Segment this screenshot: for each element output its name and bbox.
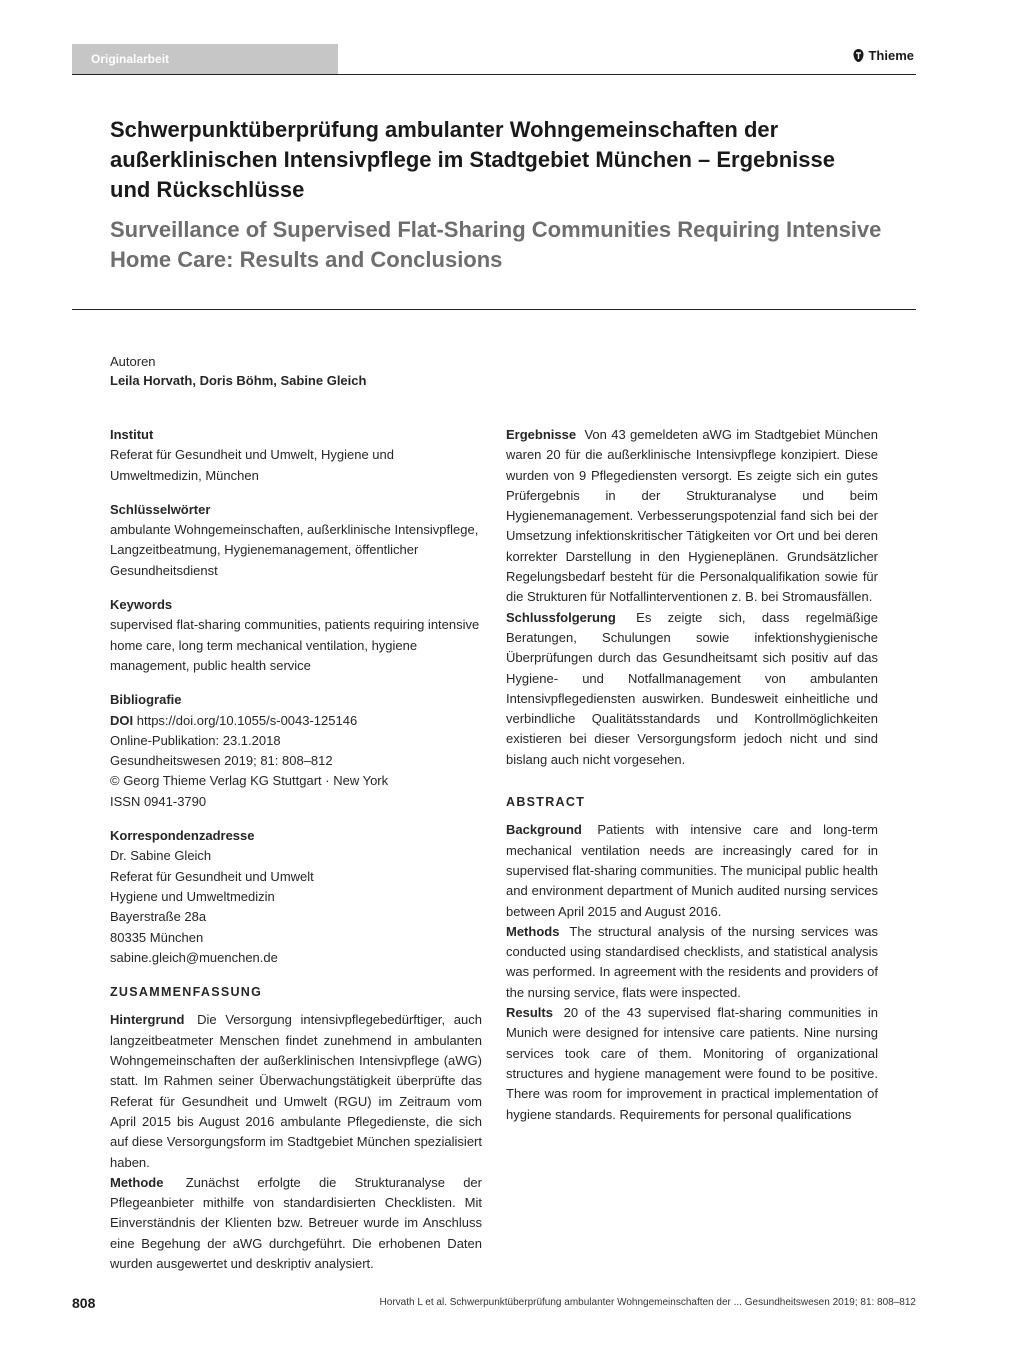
online-publication: Online-Publikation: 23.1.2018 [110, 732, 281, 748]
title-english: Surveillance of Supervised Flat-Sharing Communities Requiring Intensive Home Care: Results and Conclusions [110, 217, 882, 272]
ergebnisse-text: Von 43 gemeldeten aWG im Stadtgebiet München waren 20 für die außerklinische Intensivpflege konzipiert. Diese wurden von 9 Pflegediensten versorgt. Es zeigte sich ein gutes Prüfergebnis in der Strukturanalyse und beim Hygienemanagement. Verbesserungspotenzial fand sich bei der Umsetzung infektionskritischer Tätigkeiten vor Ort und bei deren korrekter Darstellung in den Hygieneplänen. Grundsätzlicher Regelungsbedarf besteht für die Personalqualifikation sowie für die Strukturen für Notfallinterventionen z. B. bei Stromausfällen. [506, 427, 878, 605]
results-text: 20 of the 43 supervised flat-sharing communities in Munich were designed for intensive care patients. Nine nursing services took care of them. Monitoring of organizational structures and hygiene management were found to be positive. There was room for improvement in practical implementation of hygiene standards. Requirements for personal qualifications [506, 1005, 878, 1122]
hintergrund-label: Hintergrund [110, 1012, 185, 1028]
publisher-logo [853, 48, 914, 63]
correspondence-name: Dr. Sabine Gleich [110, 848, 212, 864]
keywords-en-block [110, 595, 482, 676]
correspondence-label: Korrespondenzadresse [110, 828, 255, 844]
ergebnisse-paragraph [506, 425, 878, 608]
keywords-de-block [110, 500, 482, 581]
correspondence-block [110, 826, 482, 968]
correspondence-email[interactable]: sabine.gleich@muenchen.de [110, 949, 278, 965]
schluss-paragraph [506, 608, 878, 770]
institute-text: Referat für Gesundheit und Umwelt, Hygiene und Umweltmedizin, München [110, 447, 394, 483]
correspondence-street: Bayerstraße 28a [110, 909, 207, 925]
page-number: 808 [72, 1295, 96, 1311]
background-text: Patients with intensive care and long-term mechanical ventilation needs are increasingly cared for in supervised flat-sharing communities. The municipal public health and environment department of Munich audited nursing services between April 2015 and August 2016. [506, 822, 878, 919]
results-paragraph [506, 1003, 878, 1125]
footer-citation: Horvath L et al. Schwerpunktüberprüfung ambulanter Wohngemeinschaften der ... Gesundheitswesen 2019; 81: 808–812 [379, 1297, 916, 1308]
results-label: Results [506, 1005, 553, 1021]
methods-paragraph [506, 922, 878, 1003]
doi-label: DOI [110, 712, 134, 728]
background-label: Background [506, 822, 582, 838]
correspondence-city: 80335 München [110, 929, 204, 945]
correspondence-unit: Hygiene und Umweltmedizin [110, 888, 275, 904]
right-column [506, 425, 878, 1125]
issn-line: ISSN 0941-3790 [110, 793, 207, 809]
copyright-line: © Georg Thieme Verlag KG Stuttgart · New York [110, 773, 389, 789]
keywords-en-label: Keywords [110, 597, 173, 613]
hintergrund-paragraph [110, 1010, 482, 1172]
bibliography-block [110, 690, 482, 812]
methode-label: Methode [110, 1174, 164, 1190]
thieme-logo-icon [853, 49, 864, 62]
title-german: Schwerpunktüberprüfung ambulanter Wohngemeinschaften der außerklinischen Intensivpflege im Stadtgebiet München – Ergebnisse und Rückschlüsse [110, 117, 835, 202]
schluss-text: Es zeigte sich, dass regelmäßige Beratungen, Schulungen sowie infektionshygienische Überprüfungen durch das Gesundheitsamt sich positiv auf das Hygiene- und Notfallmanagement von ambulanten Intensivpflegediensten auswirken. Bundesweit einheitliche und verbindliche Qualitätsstandards und Kontrollmöglichkeiten existieren bei dieser Versorgungsform jedoch nicht und sind bislang auch nicht vorgesehen. [506, 609, 878, 767]
category-tag: Originalarbeit [72, 44, 338, 74]
zusammenfassung-heading: ZUSAMMENFASSUNG [110, 985, 263, 1000]
methode-text: Zunächst erfolgte die Strukturanalyse der Pflegeanbieter mithilfe von standardisierten Checklisten. Mit Einverständnis der Klienten bzw. Betreuer wurde im Anschluss eine Begehung der aWG durchgeführt. Die erhobenen Daten wurden ausgewertet und deskriptiv analysiert. [110, 1174, 482, 1271]
background-paragraph [506, 820, 878, 921]
methods-label: Methods [506, 923, 560, 939]
methode-paragraph [110, 1173, 482, 1274]
institute-block [110, 425, 482, 486]
keywords-de-label: Schlüsselwörter [110, 501, 211, 517]
institute-label: Institut [110, 427, 154, 442]
title-rule [72, 309, 916, 310]
keywords-de-text: ambulante Wohngemeinschaften, außerklinische Intensivpflege, Langzeitbeatmung, Hygienemanagement, öffentlicher Gesundheitsdienst [110, 522, 479, 578]
journal-citation: Gesundheitswesen 2019; 81: 808–812 [110, 753, 333, 769]
methods-text: The structural analysis of the nursing services was conducted using standardised checklists, and statistical analysis was performed. In agreement with the residents and providers of the nursing service, flats were inspected. [506, 923, 878, 1000]
authors-block [110, 352, 490, 390]
schluss-label: Schlussfolgerung [506, 609, 616, 625]
ergebnisse-label: Ergebnisse [506, 427, 577, 442]
authors-label: Autoren [110, 354, 156, 369]
author-names: Leila Horvath, Doris Böhm, Sabine Gleich [110, 373, 367, 388]
abstract-heading: ABSTRACT [506, 795, 586, 810]
keywords-en-text: supervised flat-sharing communities, patients requiring intensive home care, long term mechanical ventilation, hygiene management, public health service [110, 617, 480, 673]
hintergrund-text: Die Versorgung intensivpflegebedürftiger, auch langzeitbeatmeter Menschen findet zunehmend in ambulanten Wohngemeinschaften der außerklinischen Intensivpflege (aWG) statt. Im Rahmen seiner Überwachungstätigkeit überprüfte das Referat für Gesundheit und Umwelt (RGU) im Zeitraum vom April 2015 bis August 2016 ambulante Pflegedienste, die sich auf diese Versorgungsform im Stadtgebiet München spezialisiert haben. [110, 1012, 482, 1170]
doi-line [110, 711, 482, 731]
doi-link[interactable]: https://doi.org/10.1055/s-0043-125146 [136, 712, 358, 728]
bibliography-label: Bibliografie [110, 692, 182, 708]
correspondence-dept: Referat für Gesundheit und Umwelt [110, 868, 314, 884]
publisher-name: Thieme [868, 48, 914, 63]
header-rule [72, 74, 916, 75]
left-column [110, 425, 482, 1274]
